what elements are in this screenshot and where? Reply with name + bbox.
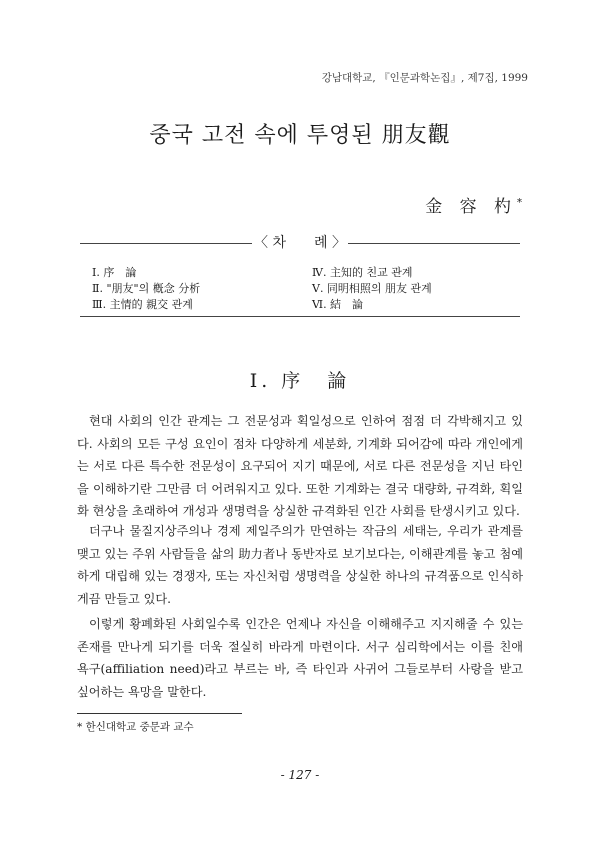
toc-right-column [312,265,432,313]
paragraph: 더구나 물질지상주의나 경제 제일주의가 만연하는 작금의 세태는, 우리가 관계를 맺고 있는 주위 사람들을 삶의 助力者나 동반자로 보기보다는, 이해관계를 놓고 첨예하게 대립해 있는 경쟁자, 또는 자신처럼 생명력을 상실한 하나의 규격품으로 인식하게끔 만들고 있다. [77,524,523,606]
author-text: 金 容 杓 [425,197,517,217]
author-name [425,192,522,217]
footnote-rule [77,713,242,714]
table-of-contents [80,232,520,317]
toc-item: Ⅰ. 序 論 [92,266,137,279]
body-paragraph-block [77,520,523,610]
toc-heading: 〈 차 례 〉 [252,232,348,254]
author-footnote-mark: * [517,197,522,209]
toc-item: Ⅴ. 同明相照의 朋友 관계 [312,282,432,295]
footnote: * 한신대학교 중문과 교수 [77,721,194,733]
page-number: - 127 - [280,768,320,782]
toc-item: Ⅵ. 結 論 [312,298,364,311]
toc-item: Ⅳ. 主知的 친교 관계 [312,266,413,279]
article-title: 중국 고전 속에 투영된 朋友觀 [149,123,451,148]
body-paragraph-block [77,410,523,523]
section-heading: Ⅰ. 序 論 [249,370,351,392]
toc-item: Ⅱ. "朋友"의 槪念 分析 [92,282,201,295]
body-paragraph-block [77,613,523,703]
toc-item: Ⅲ. 主情的 親交 관계 [92,298,193,311]
toc-left-column [92,265,200,313]
paragraph: 현대 사회의 인간 관계는 그 전문성과 획일성으로 인하여 점점 더 각박해지고 있다. 사회의 모든 구성 요인이 점차 다양하게 세분화, 기계화 되어감에 따라 개인에게는 서로 다른 특수한 전문성이 요구되어 지기 때문에, 서로 다른 전문성을 지닌 타인을 이해하기란 그만큼 더 어려워지고 있다. 또한 기계화는 결국 대량화, 규격화, 획일화 현상을 초래하여 개성과 생명력을 상실한 규격화된 인간 사회를 탄생시키고 있다. [77,414,523,519]
journal-citation: 강남대학교, 『인문과학논집』, 제7집, 1999 [321,72,528,84]
paragraph: 이렇게 황폐화된 사회일수록 인간은 언제나 자신을 이해해주고 지지해줄 수 있는 존재를 만나게 되기를 더욱 절실히 바라게 마련이다. 서구 심리학에서는 이를 친애 욕구(affiliation need)라고 부르는 바, 즉 타인과 사귀어 그들로부터 사랑을 받고 싶어하는 욕망을 말한다. [77,617,523,699]
toc-bottom-rule [80,316,520,317]
